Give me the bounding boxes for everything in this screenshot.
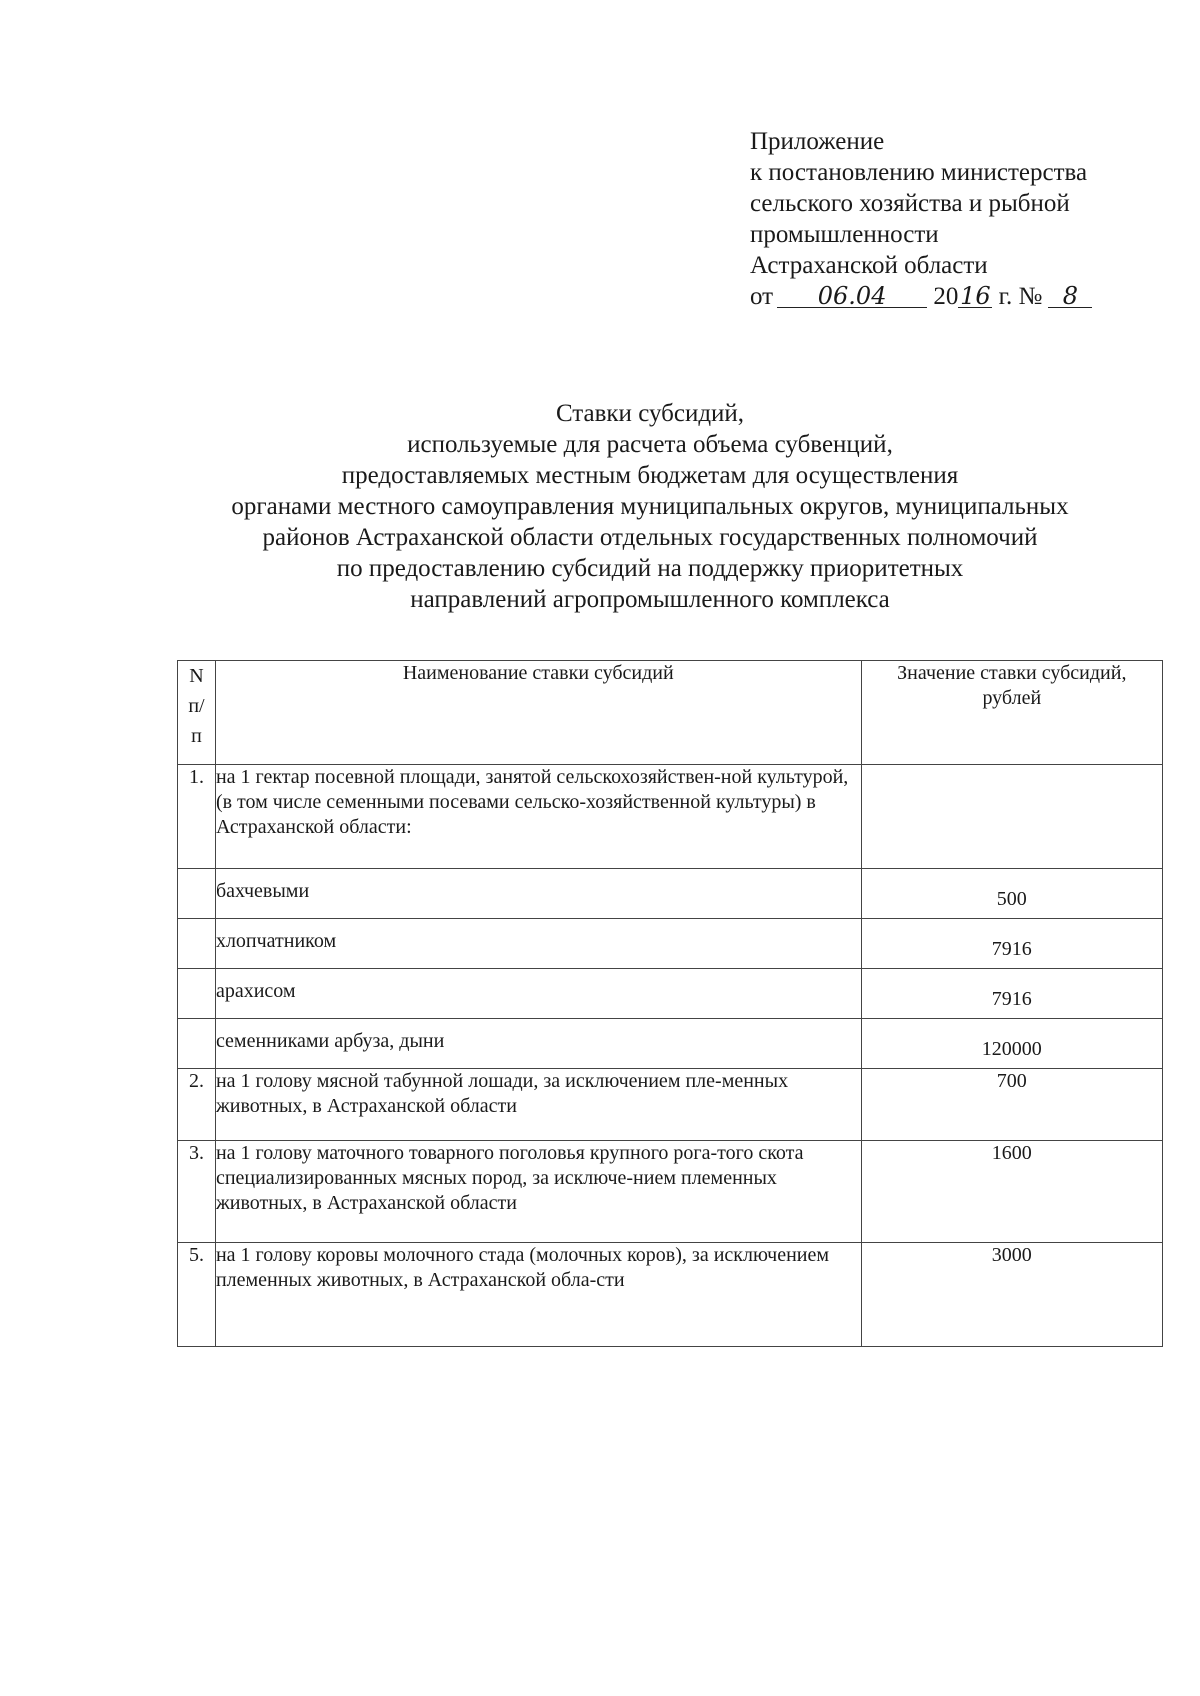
table-row <box>178 765 1163 869</box>
table-row <box>178 1141 1163 1243</box>
row-number: 1. <box>178 765 216 869</box>
table-row <box>178 1019 1163 1069</box>
row-value: 120000 <box>861 1019 1162 1069</box>
year-prefix: 20 <box>933 283 959 310</box>
row-number <box>178 919 216 969</box>
header-number-line-1: N <box>189 665 204 687</box>
header-number-line-3: п <box>191 725 202 747</box>
row-value: 3000 <box>861 1243 1162 1347</box>
appendix-line-5: Астраханской области <box>750 252 988 279</box>
header-value-line-1: Значение ставки субсидий, <box>897 662 1127 684</box>
header-number-line-2: п/ <box>188 695 205 717</box>
title-line-6: по предоставлению субсидий на поддержку приоритетных <box>336 555 964 582</box>
row-name: семенниками арбуза, дыни <box>215 1019 861 1069</box>
title-line-3: предоставляемых местным бюджетам для осуществления <box>341 462 959 489</box>
row-name: бахчевыми <box>215 869 861 919</box>
row-name: на 1 голову мясной табунной лошади, за исключением пле-менных животных, в Астраханской области <box>215 1069 861 1141</box>
row-number <box>178 1019 216 1069</box>
table-row <box>178 1243 1163 1347</box>
title-line-7: направлений агропромышленного комплекса <box>410 586 890 613</box>
from-label: от <box>750 283 774 310</box>
row-number: 2. <box>178 1069 216 1141</box>
table-row <box>178 1069 1163 1141</box>
row-value: 500 <box>861 869 1162 919</box>
row-value <box>861 765 1162 869</box>
appendix-line-1: Приложение <box>750 128 885 155</box>
row-name: на 1 голову маточного товарного поголовья крупного рога-того скота специализированных мясных пород, за исключе-нием племенных животных, в Астраханской области <box>215 1141 861 1243</box>
handwritten-date: 06.04 <box>777 285 927 308</box>
row-value: 7916 <box>861 969 1162 1019</box>
row-value: 7916 <box>861 919 1162 969</box>
year-suffix: г. № <box>998 283 1043 310</box>
row-name: на 1 гектар посевной площади, занятой сельскохозяйствен-ной культурой, (в том числе семенными посевами сельско-хозяйственной культуры) в Астраханской области: <box>215 765 861 869</box>
row-number <box>178 869 216 919</box>
appendix-line-3: сельского хозяйства и рыбной <box>750 190 1070 217</box>
title-line-2: используемые для расчета объема субвенций, <box>407 431 893 458</box>
handwritten-number: 8 <box>1048 285 1092 308</box>
title-line-4: органами местного самоуправления муниципальных округов, муниципальных <box>231 493 1069 520</box>
row-number <box>178 969 216 1019</box>
row-value: 700 <box>861 1069 1162 1141</box>
row-name: хлопчатником <box>215 919 861 969</box>
row-name: арахисом <box>215 969 861 1019</box>
title-line-5: районов Астраханской области отдельных государственных полномочий <box>262 524 1038 551</box>
row-value: 1600 <box>861 1141 1162 1243</box>
appendix-date-line <box>750 281 1092 312</box>
header-value <box>861 661 1162 765</box>
table-row <box>178 919 1163 969</box>
subsidy-rates-table <box>177 660 1163 1347</box>
title-line-1: Ставки субсидий, <box>555 400 745 427</box>
table-header-row <box>178 661 1163 765</box>
header-number <box>178 661 216 765</box>
row-name: на 1 голову коровы молочного стада (молочных коров), за исключением племенных животных, в Астраханской обла-сти <box>215 1243 861 1347</box>
handwritten-year: 16 <box>960 282 991 310</box>
appendix-block <box>750 126 1092 312</box>
table-row <box>178 869 1163 919</box>
header-value-line-2: рублей <box>982 687 1042 709</box>
row-number: 5. <box>178 1243 216 1347</box>
appendix-line-4: промышленности <box>750 221 939 248</box>
document-title <box>150 398 1150 615</box>
table-row <box>178 969 1163 1019</box>
appendix-line-2: к постановлению министерства <box>750 159 1088 186</box>
row-number: 3. <box>178 1141 216 1243</box>
header-name: Наименование ставки субсидий <box>215 661 861 765</box>
